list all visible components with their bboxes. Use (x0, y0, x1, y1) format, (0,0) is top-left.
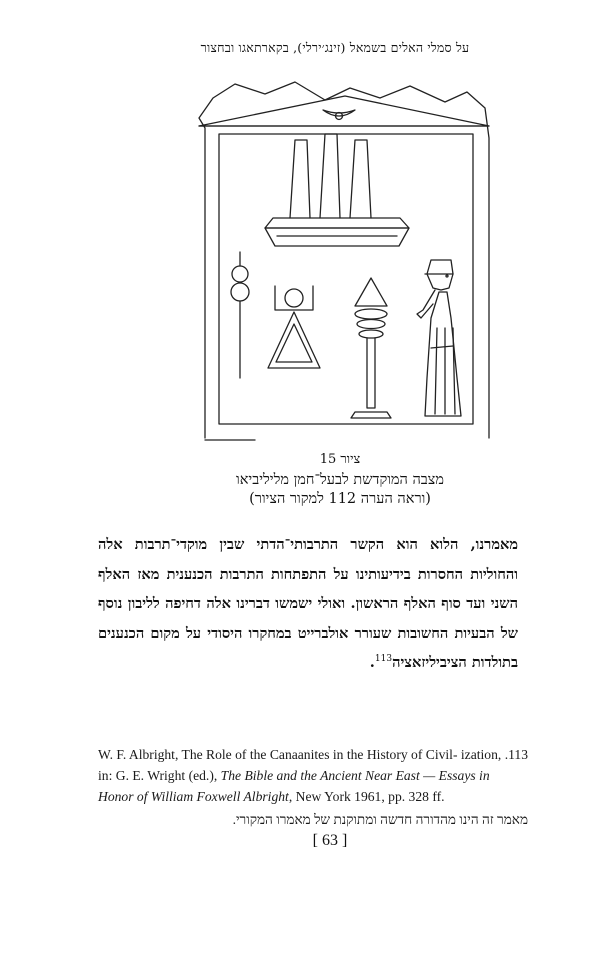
altar-top (265, 218, 409, 228)
stele-drawing (195, 78, 495, 448)
tanit-head (285, 289, 303, 307)
body-paragraph: מאמרנו, הלוא הוא הקשר התרבותי־הדתי שבין מוקדי־תרבות אלה והחוליות החסרות בידיעותינו על התפתחות התרבות הכנענית מאז האלף השני ועד סוף האלף הראשון. ואולי ישמשו דברינו אלה דחיפה לליבון נוסף של הבעיות החשובות שעורר אולברייט במחקרו היסודי על מקום הכנענים בתולדות הציביליזאציה$^{113}$. (98, 536, 518, 671)
running-head: על סמלי האלים בשמאל (זינג׳ירלי), בקארתאגו ובחצור (200, 40, 470, 55)
pediment (199, 96, 489, 126)
tanit-triangle (268, 312, 320, 368)
body-text: מאמרנו, הלוא הוא הקשר התרבותי־הדתי שבין מוקדי־תרבות אלה והחוליות החסרות בידיעותינו על התפתחות התרבות הכנענית מאז האלף השני ועד סוף האלף הראשון. ואולי ישמשו דברינו אלה דחיפה לליבון נוסף של הבעיות החשובות שעורר אולברייט במחקרו היסודי על מקום הכנענים בתולדות הציביליזאציה (98, 536, 518, 671)
caduceus-upper (232, 266, 248, 282)
caduceus-lower (231, 283, 249, 301)
pillar-left (290, 140, 310, 218)
altar-bottom (265, 228, 409, 246)
pillar-center (320, 134, 340, 218)
pillar-right (350, 140, 371, 218)
page-number: [ 63 ] (312, 832, 348, 849)
citation-author-title: W. F. Albright, The Role of the Canaanites in the History of Civil- (98, 747, 458, 762)
citation-publication: , New York 1961, pp. 328 ff. (288, 789, 445, 804)
stele-illustration (195, 78, 495, 448)
caption-line-2: (וראה הערה 112 למקור הציור) (249, 491, 431, 507)
footnote (98, 744, 528, 830)
footnote-edition-note: מאמר זה הינו מהדורה חדשה ומתוקנת של מאמרו המקורי. (232, 812, 528, 827)
worshipper-figure (427, 260, 453, 290)
caption-line-1: מצבה המוקדשת לבעל־חמן מליליביאו (236, 472, 444, 488)
incense-altar (355, 278, 387, 306)
citation-book-title: The Bible and the Ancient Near East — (220, 768, 436, 783)
footnote-reference: 113 (374, 654, 393, 665)
citation-in: ization, in: G. E. Wright (ed.), (98, 747, 502, 783)
inner-frame (219, 134, 473, 424)
citation-book-subtitle: Essays in Honor of William Foxwell Albright (98, 768, 490, 804)
footnote-citation (98, 744, 528, 807)
figure-caption (150, 450, 530, 509)
figure-number: ציור 15 (319, 452, 361, 467)
footnote-number: .113 (504, 747, 528, 762)
